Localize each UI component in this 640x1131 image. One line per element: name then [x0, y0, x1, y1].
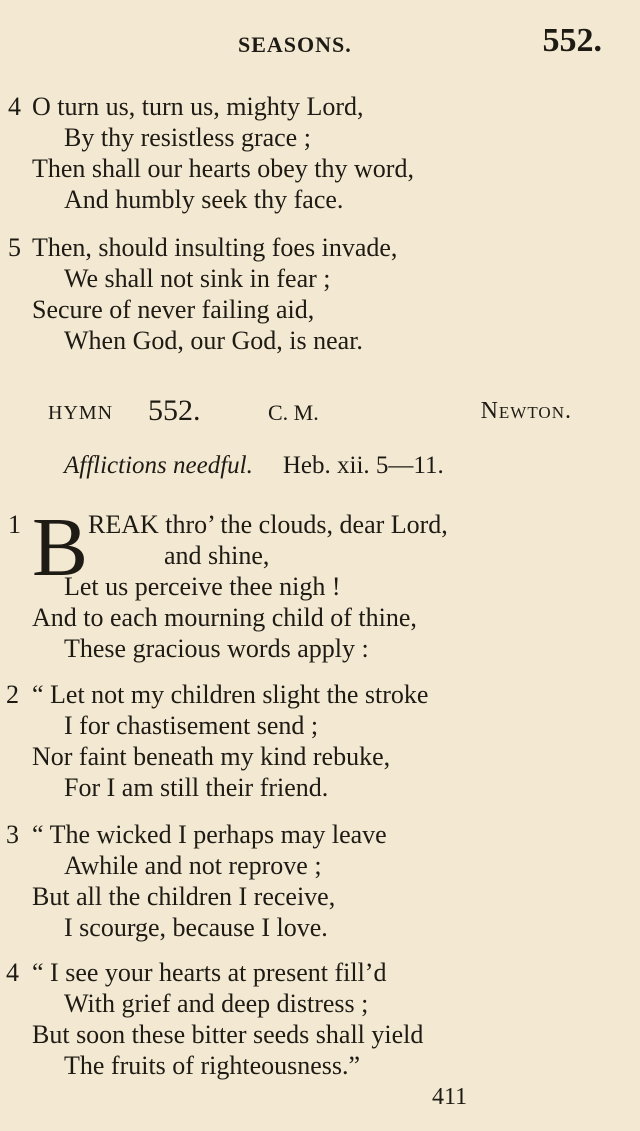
verse-line: But soon these bitter seeds shall yield	[32, 1020, 424, 1049]
verse-line: When God, our God, is near.	[64, 326, 363, 355]
verse-line: and shine,	[164, 541, 270, 570]
verse-line: These gracious words apply :	[64, 634, 369, 663]
stanza-number: 4	[8, 92, 21, 121]
verse-line: Awhile and not reprove ;	[64, 851, 322, 880]
stanza-number: 3	[6, 820, 19, 849]
hymn-heading	[0, 396, 640, 432]
verse-line: REAK thro’ the clouds, dear Lord,	[88, 510, 448, 539]
stanza-number: 1	[8, 510, 21, 539]
verse-line: “ I see your hearts at present fill’d	[32, 958, 387, 987]
verse-line: But all the children I receive,	[32, 882, 336, 911]
verse-line: Secure of never failing aid,	[32, 295, 315, 324]
verse-line: By thy resistless grace ;	[64, 123, 311, 152]
verse-line: O turn us, turn us, mighty Lord,	[32, 92, 364, 121]
verse-line: Then, should insulting foes invade,	[32, 233, 398, 262]
hymn-label: HYMN	[48, 402, 114, 424]
page-folio: 411	[432, 1084, 468, 1110]
section-title: SEASONS.	[238, 32, 352, 57]
verse-line: Nor faint beneath my kind rebuke,	[32, 742, 391, 771]
hymn-author: Newton.	[480, 398, 572, 424]
verse-line: I for chastisement send ;	[64, 711, 319, 740]
verse-line: For I am still their friend.	[64, 773, 329, 802]
verse-line: Then shall our hearts obey thy word,	[32, 154, 414, 183]
verse-line: “ The wicked I perhaps may leave	[32, 820, 387, 849]
hymn-number: 552.	[148, 394, 201, 427]
scripture-reference: Heb. xii. 5—11.	[282, 452, 444, 479]
hymn-meter: C. M.	[268, 400, 319, 425]
verse-line: And to each mourning child of thine,	[32, 603, 417, 632]
verse-line: Let us perceive thee nigh !	[64, 572, 341, 601]
verse-line: I scourge, because I love.	[64, 913, 328, 942]
verse-line: With grief and deep distress ;	[64, 989, 369, 1018]
verse-line: The fruits of righteousness.”	[64, 1051, 361, 1080]
stanza-number: 5	[8, 233, 21, 262]
verse-line: And humbly seek thy face.	[64, 185, 344, 214]
stanza-number: 4	[6, 958, 19, 987]
verse-line: We shall not sink in fear ;	[64, 264, 331, 293]
verse-line: “ Let not my children slight the stroke	[32, 680, 429, 709]
running-head	[0, 22, 640, 66]
hymn-subtitle	[64, 452, 444, 480]
page-hymn-number: 552.	[542, 22, 602, 59]
drop-capital: B	[32, 501, 89, 594]
stanza-number: 2	[6, 680, 19, 709]
hymn-topic: Afflictions needful.	[64, 452, 253, 479]
